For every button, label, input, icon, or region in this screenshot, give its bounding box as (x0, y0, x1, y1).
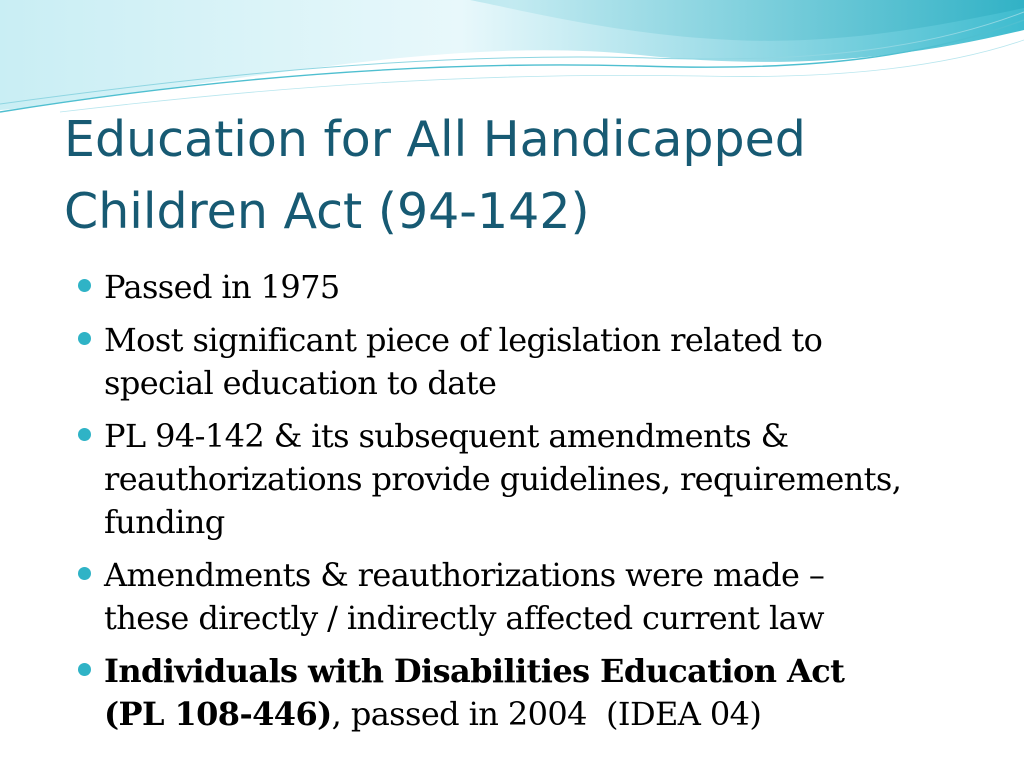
bullet-item-significant-legislation (78, 319, 988, 405)
slide-title (64, 104, 964, 248)
bullet-line: Amendments & reauthorizations were made – (104, 556, 825, 594)
bullet-line: Passed in 1975 (104, 268, 340, 306)
bullet-text (104, 650, 988, 736)
bullet-dot-icon (78, 567, 91, 580)
bullet-line: special education to date (104, 364, 497, 402)
bullet-text (104, 319, 988, 405)
bullet-line: these directly / indirectly affected current law (104, 599, 824, 637)
bullet-dot-icon (78, 428, 91, 441)
bullet-item-idea (78, 650, 988, 736)
bullet-dot-icon (78, 663, 91, 676)
bullet-dot-icon (78, 279, 91, 292)
bullet-normal-segment: , passed in 2004 (IDEA 04) (331, 695, 762, 733)
bullet-line: reauthorizations provide guidelines, requirements, (104, 460, 902, 498)
title-line-2: Children Act (94-142) (64, 183, 590, 240)
bullet-line: funding (104, 503, 225, 541)
bullet-item-amendments (78, 554, 988, 640)
bullet-item-passed-1975 (78, 266, 988, 309)
title-line-1: Education for All Handicapped (64, 111, 806, 168)
bullet-line-bold: Individuals with Disabilities Education Act (104, 652, 845, 690)
bullet-text (104, 266, 988, 309)
bullet-bold-segment: (PL 108-446) (104, 695, 332, 733)
bullet-list (78, 266, 988, 746)
bullet-text (104, 554, 988, 640)
bullet-item-pl-94-142 (78, 415, 988, 544)
bullet-line: PL 94-142 & its subsequent amendments & (104, 417, 789, 455)
bullet-dot-icon (78, 332, 91, 345)
bullet-text (104, 415, 988, 544)
bullet-line: Most significant piece of legislation related to (104, 321, 823, 359)
bullet-line (104, 693, 988, 736)
